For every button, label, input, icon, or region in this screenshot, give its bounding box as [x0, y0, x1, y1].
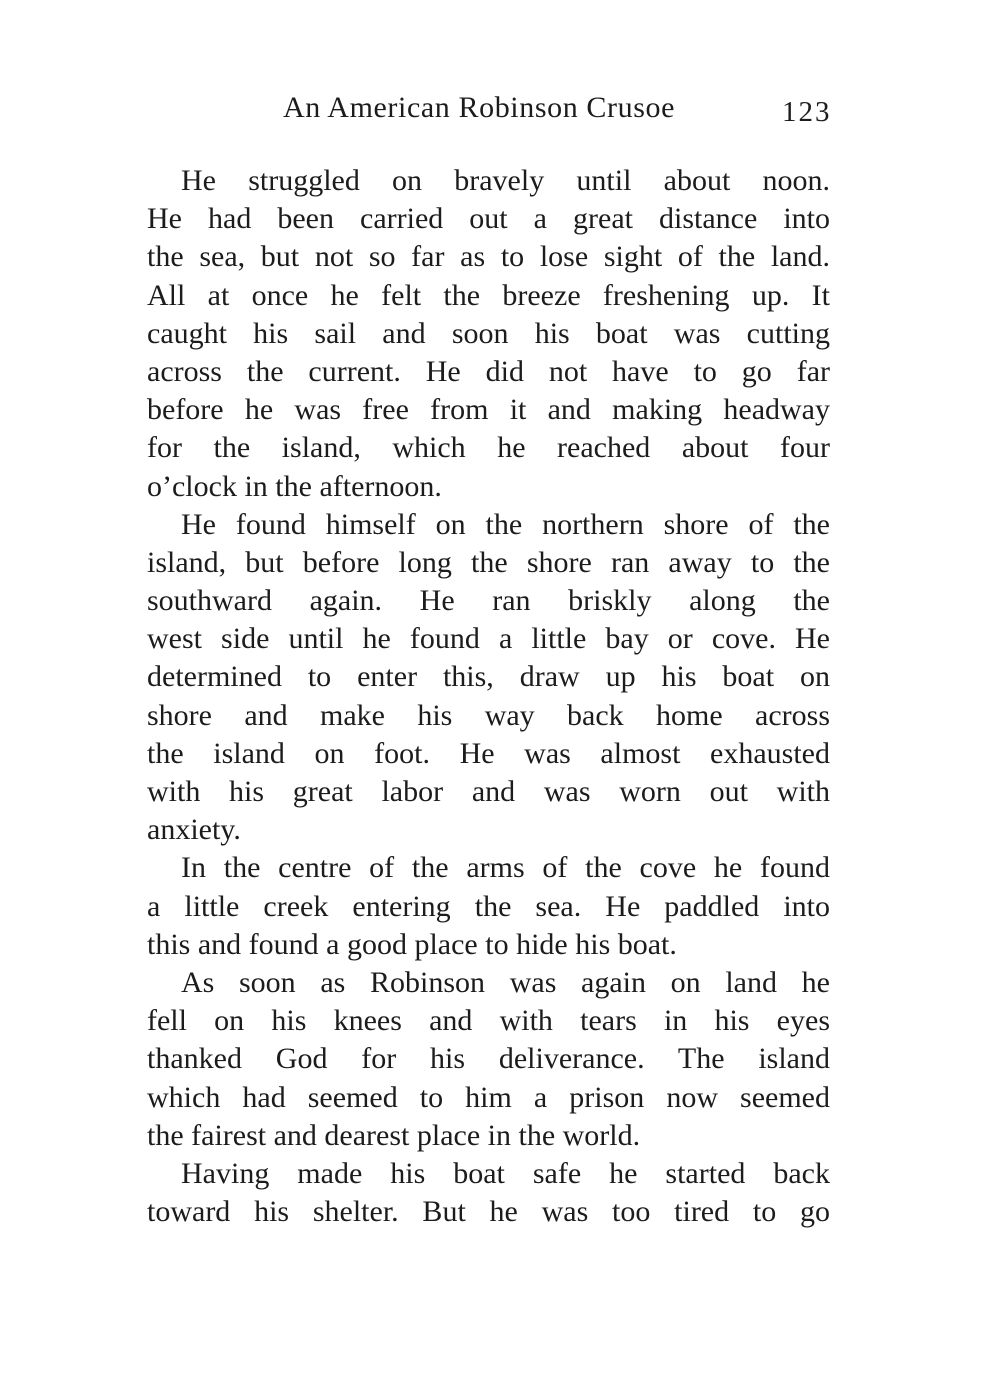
text-line: across the current. He did not have to go far: [147, 354, 830, 388]
text-line: He struggled on bravely until about noon.: [181, 164, 830, 197]
text-line: a little creek entering the sea. He paddled into: [147, 889, 830, 923]
text-line: He had been carried out a great distance into: [147, 202, 830, 236]
text-line: anxiety.: [147, 813, 241, 847]
text-line: Having made his boat safe he started back: [181, 1156, 830, 1190]
text-line: o’clock in the afternoon.: [147, 469, 442, 503]
text-line: As soon as Robinson was again on land he: [181, 965, 830, 999]
text-line: shore and make his way back home across: [147, 698, 830, 732]
body-text: [147, 162, 830, 1231]
text-line: toward his shelter. But he was too tired to go: [147, 1195, 830, 1229]
text-line: thanked God for his deliverance. The island: [147, 1042, 830, 1076]
text-line: before he was free from it and making headway: [147, 393, 830, 427]
text-line: caught his sail and soon his boat was cutting: [147, 316, 830, 350]
running-head-title: An American Robinson Crusoe: [283, 91, 675, 124]
page-number: 123: [782, 96, 832, 128]
text-line: He found himself on the northern shore of the: [181, 507, 830, 541]
text-line: west side until he found a little bay or cove. He: [147, 622, 830, 656]
text-line: the sea, but not so far as to lose sight of the land.: [147, 240, 830, 274]
text-line: southward again. He ran briskly along the: [147, 584, 830, 618]
text-line: determined to enter this, draw up his boat on: [147, 660, 830, 694]
text-line: the island on foot. He was almost exhausted: [147, 736, 830, 770]
text-line: for the island, which he reached about four: [147, 431, 830, 465]
text-line: fell on his knees and with tears in his eyes: [147, 1004, 830, 1038]
text-line: the fairest and dearest place in the world.: [147, 1118, 641, 1152]
text-line: with his great labor and was worn out with: [147, 775, 830, 808]
text-line: All at once he felt the breeze freshening up. It: [147, 278, 830, 312]
text-line: In the centre of the arms of the cove he found: [181, 851, 830, 885]
text-line: which had seemed to him a prison now seemed: [147, 1080, 830, 1114]
text-line: this and found a good place to hide his boat.: [147, 927, 677, 961]
text-line: island, but before long the shore ran away to the: [147, 545, 830, 579]
